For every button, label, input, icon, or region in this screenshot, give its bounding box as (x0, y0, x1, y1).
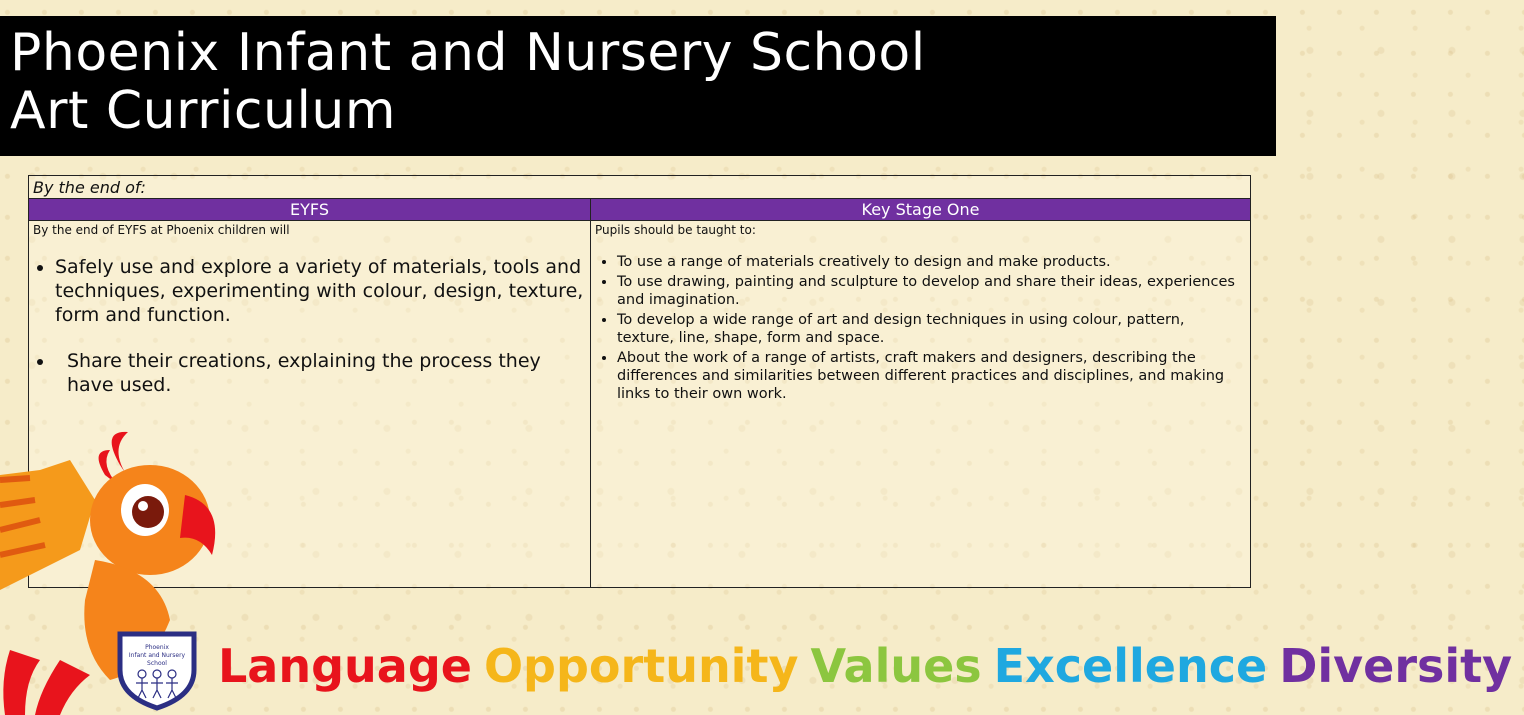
list-item: • To use a range of materials creatively to design and make products. (617, 253, 1246, 271)
ks1-list (595, 253, 1246, 403)
ks1-intro: Pupils should be taught to: (595, 223, 756, 237)
list-item: • About the work of a range of artists, craft makers and designers, describing the differences and similarities between different practices and disciplines, and making links to their own work. (617, 349, 1246, 403)
school-motto (218, 636, 1513, 710)
list-item: • To develop a wide range of art and design techniques in using colour, pattern, texture, line, shape, form and space. (617, 311, 1246, 347)
crest-text-1: Phoenix (145, 644, 169, 651)
header-row (29, 199, 1250, 221)
motto-word-language: Language (218, 639, 472, 693)
motto-word-diversity: Diversity (1279, 639, 1513, 693)
list-item: • To use drawing, painting and sculpture to develop and share their ideas, experiences and imagination. (617, 273, 1246, 309)
header-eyfs: EYFS (29, 199, 591, 220)
header-ks1: Key Stage One (861, 200, 980, 219)
eyfs-list (33, 255, 586, 397)
school-name: Phoenix Infant and Nursery School (10, 23, 926, 83)
ks1-cell (591, 221, 1250, 587)
motto-word-values: Values (810, 639, 982, 693)
title-banner (0, 16, 1276, 156)
school-crest-icon (112, 630, 202, 710)
list-item: • Safely use and explore a variety of materials, tools and techniques, experimenting with colour, design, texture, form and function. (55, 255, 586, 327)
motto-word-excellence: Excellence (993, 639, 1268, 693)
crest-text-3: School (147, 660, 167, 667)
eyfs-intro: By the end of EYFS at Phoenix children will (33, 223, 290, 237)
by-end-label: By the end of: (29, 176, 1250, 199)
crest-text-2: Infant and Nursery (128, 652, 186, 659)
list-item: • Share their creations, explaining the process they have used. (55, 349, 586, 397)
motto-word-opportunity: Opportunity (483, 639, 799, 693)
page-title: Art Curriculum (10, 81, 397, 141)
